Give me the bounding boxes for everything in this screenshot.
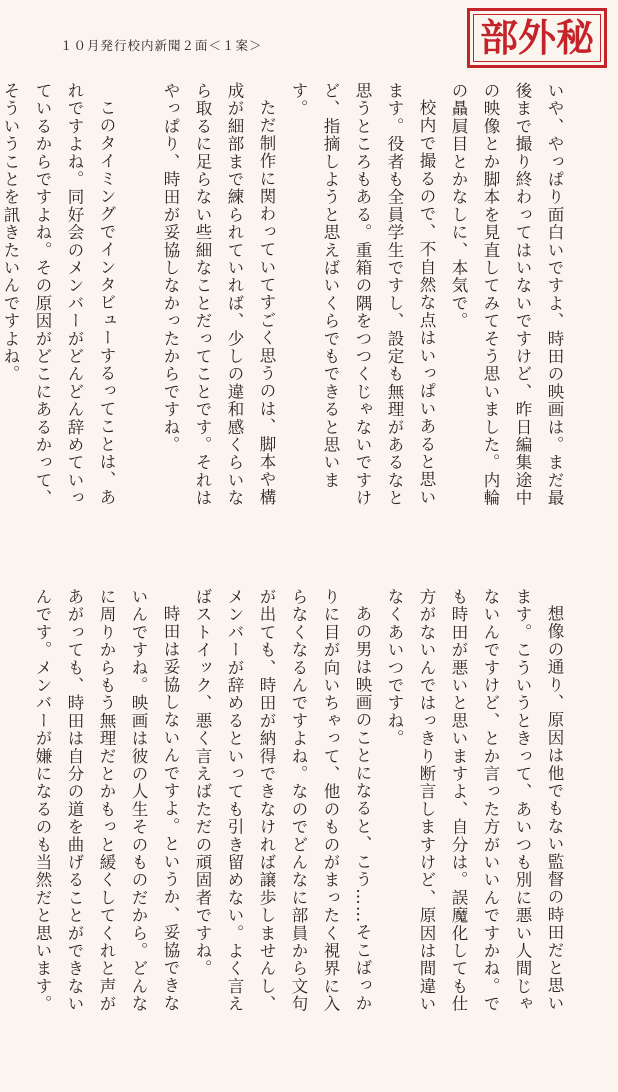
paragraph: ただ制作に関わっていてすごく思うのは、脚本や構成が細部まで練られていれば、少しの違和感くらいなら取るに足らない些細なことだってことです。それはやっぱり、時田が妥協しなかったからですね。 <box>161 82 276 507</box>
paragraph: いや、やっぱり面白いですよ、時田の映画は。まだ最後まで撮り終わってはいないですけど、昨日編集途中の映像とか脚本を見直してみてそう思いました。内輪の贔屓目とかなしに、本気で。 <box>449 82 564 507</box>
stamp-text: 部外秘 <box>479 16 594 60</box>
document-header-line: １０月発行校内新聞２面＜１案＞ <box>60 38 263 53</box>
confidential-stamp <box>467 8 607 68</box>
interview-text-bottom <box>33 588 570 1018</box>
paragraph: このタイミングでインタビューするってことは、あれですよね。同好会のメンバーがどんどん辞めていっているからですよね。その原因がどこにあるかって、そういうことを訊きたいんですよね。 <box>1 82 116 507</box>
interview-text-top <box>1 82 570 512</box>
paragraph: 時田は妥協しないんですよ。というか、妥協できないんですね。映画は彼の人生そのものだから。どんなに周りからもう無理だとかもっと緩くしてくれと声があがっても、時田は自分の道を曲げることができないんです。メンバーが嫌になるのも当然だと思います。 <box>33 588 180 1013</box>
paragraph: 想像の通り、原因は他でもない監督の時田だと思います。こういうときって、あいつも別に悪い人間じゃないんですけど、とか言った方がいいんですかね。でも時田が悪いと思いますよ、自分は。誤魔化しても仕方がないんではっきり断言しますけど、原因は間違いなくあいつですね。 <box>385 588 564 1013</box>
stamp-inner-border <box>473 14 601 62</box>
paragraph: 校内で撮るので、不自然な点はいっぱいあると思います。役者も全員学生ですし、設定も無理があるなと思うところもある。重箱の隅をつつくじゃないですけど、指摘しようと思えばいくらでもできると思います。 <box>289 82 436 507</box>
paragraph: あの男は映画のことになると、こう……そこばっかりに目が向いちゃって、他のものがまったく視界に入らなくなるんですよね。なのでどんなに部員から文句が出ても、時田が納得できなければ譲歩しませんし、メンバーが辞めるといっても引き留めない。よく言えばストイック、悪く言えばただの頑固者ですね。 <box>193 588 372 1013</box>
